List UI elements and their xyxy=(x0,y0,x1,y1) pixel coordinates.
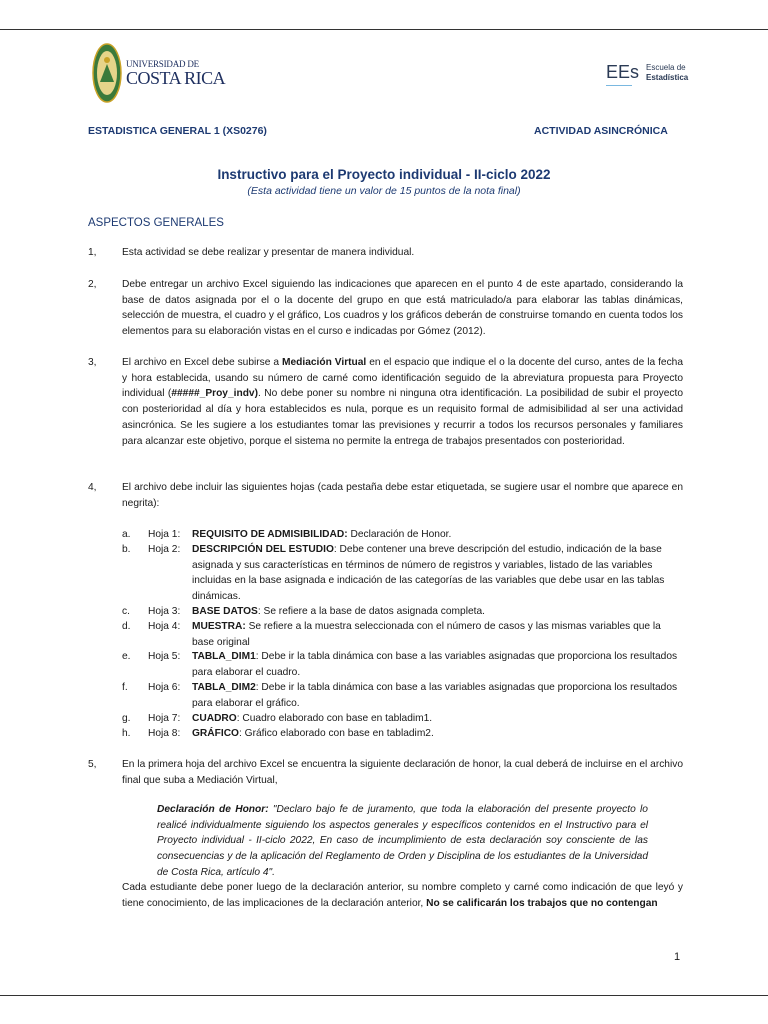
document-subtitle: (Esta actividad tiene un valor de 15 puntos de la nota final) xyxy=(247,185,521,197)
sheet-name: MUESTRA: xyxy=(192,621,246,632)
ucr-name-line1: UNIVERSIDAD DE xyxy=(126,58,199,69)
sheet-letter: d. xyxy=(122,621,131,632)
sheet-item xyxy=(122,726,683,742)
list-item xyxy=(88,277,683,340)
ucr-logo xyxy=(92,42,225,104)
item-text: El archivo debe incluir las siguientes hojas (cada pestaña debe estar etiquetada, se sugiere usar el nombre que aparece en negrita): xyxy=(122,482,683,509)
sheet-text xyxy=(192,542,683,605)
sheet-text xyxy=(192,649,683,680)
list-item xyxy=(88,355,683,449)
sheet-letter: c. xyxy=(122,606,130,617)
sheet-item xyxy=(122,680,683,711)
sheet-desc: : Gráfico elaborado con base en tabladim2. xyxy=(238,728,434,739)
sheet-label: Hoja 2: xyxy=(148,544,181,555)
list-item xyxy=(88,245,683,261)
sheet-desc: : Se refiere a la base de datos asignada completa. xyxy=(257,606,485,617)
sheet-desc: : Debe ir la tabla dinámica con base a las variables asignadas que proporciona los resultados para elaborar el cuadro. xyxy=(192,651,678,678)
sheet-name: BASE DATOS xyxy=(192,606,258,617)
sheet-text xyxy=(192,726,683,742)
closing-paragraph xyxy=(122,880,683,911)
sheet-desc: : Debe contener una breve descripción del estudio, indicación de la base asignada y sus características en términos de número de registros y variables, listado de las variables incluidas en la base asignada e indicación de las categorías de las variables que debe usar en las tablas dinámicas. xyxy=(192,544,665,603)
item-text: Esta actividad se debe realizar y presentar de manera individual. xyxy=(122,247,415,258)
list-item xyxy=(88,480,683,511)
item-number: 1, xyxy=(88,247,97,258)
sheet-item xyxy=(122,649,683,680)
sheet-item xyxy=(122,711,683,727)
sheet-label: Hoja 3: xyxy=(148,606,181,617)
section-heading: ASPECTOS GENERALES xyxy=(88,217,224,229)
item-number: 4, xyxy=(88,482,97,493)
sheet-name: REQUISITO DE ADMISIBILIDAD: xyxy=(192,529,348,540)
sheet-desc: Declaración de Honor. xyxy=(347,529,452,540)
sheet-text xyxy=(192,711,683,727)
mediacion-virtual-bold: Mediación Virtual xyxy=(281,357,367,368)
ucr-name-line2: COSTA RICA xyxy=(126,67,226,88)
sheet-label: Hoja 4: xyxy=(148,621,181,632)
sheet-desc: : Cuadro elaborado con base en tabladim1. xyxy=(236,713,433,724)
item-number: 5, xyxy=(88,759,97,770)
item-text-part: El archivo en Excel debe subirse a xyxy=(122,357,282,368)
ees-logo xyxy=(606,62,688,83)
item-number: 2, xyxy=(88,279,97,290)
file-name-pattern: #####_Proy_indv) xyxy=(171,388,258,400)
item-text-part: . No debe poner su nombre ni ninguna otra identificación. La posibilidad de subir el proyecto con posterioridad al día y hora establecidos es nula, porque es un requisito formal de admisibilidad al ser una actividad asincrónica. Se les sugiere a los estudiantes tomar las previsiones y recurrir a todos los recursos personales y familiares para alcanzar este objetivo, porque el sistema no permite la entrega de trabajos presentados con posterioridad. xyxy=(122,388,683,447)
sheet-item xyxy=(122,527,683,543)
closing-text: Cada estudiante debe poner luego de la declaración anterior, su nombre completo y carné como indicación de que leyó y tiene conocimiento, de las implicaciones de la declaración anterior, xyxy=(122,882,683,909)
sheet-name: GRÁFICO xyxy=(192,728,239,739)
sheet-letter: a. xyxy=(122,529,131,540)
page-number: 1 xyxy=(674,951,681,963)
sheet-name: DESCRIPCIÓN DEL ESTUDIO xyxy=(192,544,334,555)
ees-line1: Escuela de xyxy=(646,62,686,72)
sheet-label: Hoja 1: xyxy=(148,529,181,540)
sheet-item xyxy=(122,542,683,605)
sheet-text xyxy=(192,680,683,711)
sheet-letter: h. xyxy=(122,728,131,739)
activity-type: ACTIVIDAD ASINCRÓNICA xyxy=(534,125,668,137)
sheet-item xyxy=(122,619,683,650)
item-number: 3, xyxy=(88,357,97,368)
item-text: En la primera hoja del archivo Excel se encuentra la siguiente declaración de honor, la cual deberá de incluirse en el archivo final que suba a Mediación Virtual, xyxy=(122,759,683,786)
sheet-letter: e. xyxy=(122,651,131,662)
item-text: Debe entregar un archivo Excel siguiendo las indicaciones que aparecen en el punto 4 de este apartado, considerando la base de datos asignada por el o la docente del grupo en que está matriculado/a para elaborar las tablas dinámicas, selección de muestra, el cuadro y el gráfico, Los cuadros y los gráficos deberán de construirse tomando en cuenta todos los elementos para su elaboración vistas en el curso e indicadas por Gómez (2012). xyxy=(122,279,683,338)
sheet-name: CUADRO xyxy=(192,713,237,724)
declaration-label: Declaración de Honor: xyxy=(157,804,269,815)
item-text xyxy=(122,355,683,449)
top-rule xyxy=(0,29,768,30)
sheet-name: TABLA_DIM1 xyxy=(192,651,256,662)
sheet-text xyxy=(192,604,683,620)
sheet-text xyxy=(192,619,683,650)
sheet-label: Hoja 7: xyxy=(148,713,181,724)
sheet-letter: g. xyxy=(122,713,131,724)
sheet-label: Hoja 8: xyxy=(148,728,181,739)
sheet-item xyxy=(122,604,683,620)
sheet-text xyxy=(192,527,683,543)
sheet-name: TABLA_DIM2 xyxy=(192,682,256,693)
item-text-part: en el espacio que indique el o la docente del curso, antes de la fecha y hora establecida, usando su número de carné como identificación seguido de la abreviatura propuesta para Proyecto individual ( xyxy=(122,357,684,400)
honor-declaration xyxy=(157,802,648,881)
ees-line2: Estadística xyxy=(646,72,689,82)
sheet-label: Hoja 5: xyxy=(148,651,181,662)
sheet-label: Hoja 6: xyxy=(148,682,181,693)
ees-mark: EEs xyxy=(606,62,640,82)
document-title: Instructivo para el Proyecto individual - II-ciclo 2022 xyxy=(217,167,551,182)
course-name: ESTADISTICA GENERAL 1 (XS0276) xyxy=(88,125,267,137)
sheet-desc: : Debe ir la tabla dinámica con base a las variables asignadas que proporciona los resultados para elaborar el gráfico. xyxy=(192,682,678,709)
list-item xyxy=(88,757,683,788)
sheet-desc: Se refiere a la muestra seleccionada con el número de casos y las mismas variables que la base original xyxy=(192,621,661,648)
sheet-letter: f. xyxy=(122,682,128,693)
ucr-seal-icon xyxy=(92,42,122,104)
closing-bold: No se calificarán los trabajos que no contengan xyxy=(426,897,658,909)
sheet-letter: b. xyxy=(122,544,131,555)
bottom-rule xyxy=(0,995,768,996)
declaration-text: "Declaro bajo fe de juramento, que toda la elaboración del presente proyecto lo realicé individualmente siguiendo los aspectos generales y específicos contenidos en el Instructivo para el Proyecto individual - II-ciclo 2022, En caso de incumplimiento de esta declaración soy consciente de las consecuencias y de la aplicación del Reglamento de Orden y Disciplina de los estudiantes de la Universidad de Costa Rica, artículo 4". xyxy=(157,804,648,878)
